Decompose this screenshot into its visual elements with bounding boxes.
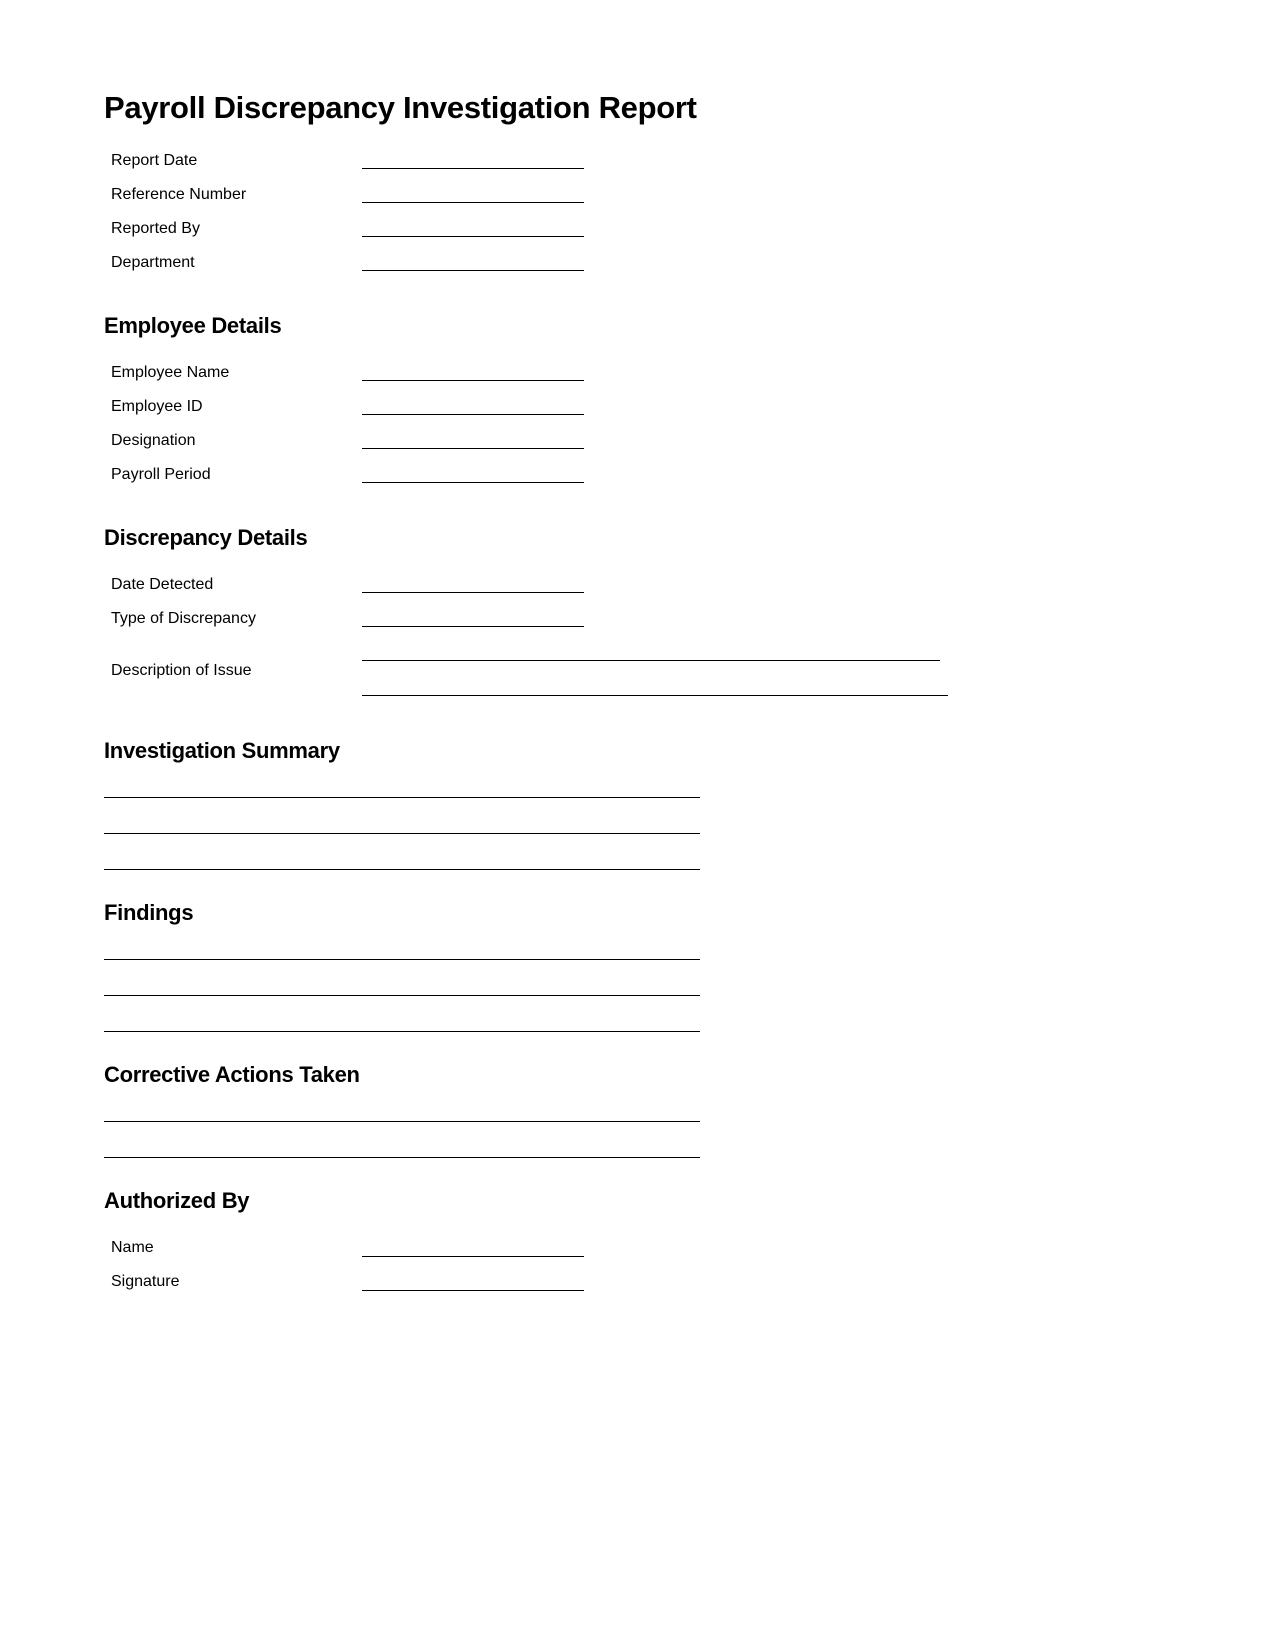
corrective-actions-line-1[interactable] [104,1121,700,1122]
report-date-label: Report Date [111,152,198,169]
signature-label: Signature [111,1273,180,1290]
payroll-period-field[interactable] [362,482,584,483]
findings-line-3[interactable] [104,1031,700,1032]
signature-field[interactable] [362,1290,584,1291]
findings-line-2[interactable] [104,995,700,996]
payroll-period-label: Payroll Period [111,466,211,483]
discrepancy-details-heading: Discrepancy Details [104,525,308,550]
designation-field[interactable] [362,448,584,449]
investigation-summary-line-1[interactable] [104,797,700,798]
designation-label: Designation [111,432,196,449]
reference-number-label: Reference Number [111,186,247,203]
investigation-summary-heading: Investigation Summary [104,738,340,763]
date-detected-field[interactable] [362,592,584,593]
findings-heading: Findings [104,900,194,925]
department-field[interactable] [362,270,584,271]
investigation-summary-line-3[interactable] [104,869,700,870]
authorized-by-heading: Authorized By [104,1188,250,1213]
description-of-issue-label: Description of Issue [111,662,252,679]
employee-name-label: Employee Name [111,364,230,381]
description-line-1[interactable] [362,660,940,661]
corrective-actions-line-2[interactable] [104,1157,700,1158]
authorized-name-field[interactable] [362,1256,584,1257]
department-label: Department [111,254,195,271]
investigation-summary-line-2[interactable] [104,833,700,834]
reported-by-field[interactable] [362,236,584,237]
description-line-2[interactable] [362,695,948,696]
reported-by-label: Reported By [111,220,200,237]
type-of-discrepancy-label: Type of Discrepancy [111,610,256,627]
report-date-field[interactable] [362,168,584,169]
findings-line-1[interactable] [104,959,700,960]
employee-details-heading: Employee Details [104,313,282,338]
reference-number-field[interactable] [362,202,584,203]
date-detected-label: Date Detected [111,576,214,593]
employee-id-label: Employee ID [111,398,203,415]
employee-name-field[interactable] [362,380,584,381]
type-of-discrepancy-field[interactable] [362,626,584,627]
page-title: Payroll Discrepancy Investigation Report [104,90,697,125]
authorized-name-label: Name [111,1239,154,1256]
corrective-actions-heading: Corrective Actions Taken [104,1062,360,1087]
employee-id-field[interactable] [362,414,584,415]
